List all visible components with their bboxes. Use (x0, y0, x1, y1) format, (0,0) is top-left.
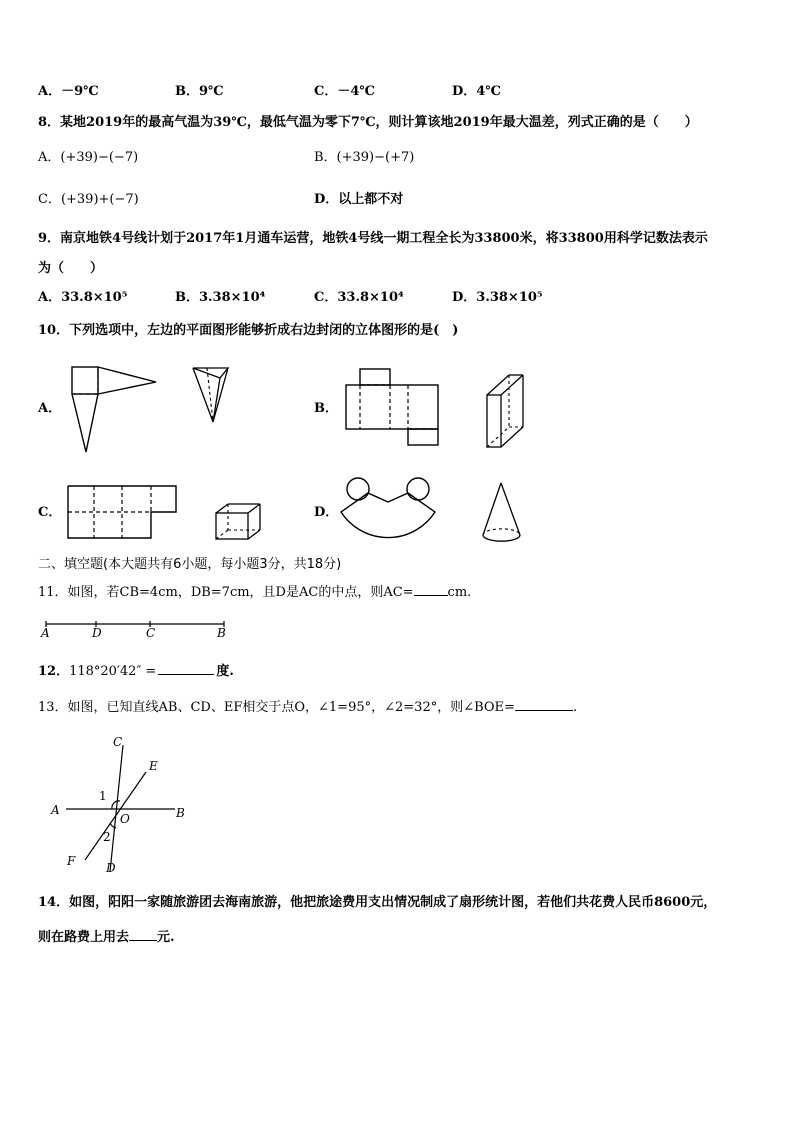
q12-unit: 度. (216, 664, 234, 679)
q10-stem: 10．下列选项中，左边的平面图形能够折成右边封闭的立体图形的是( ) (38, 323, 459, 338)
q7-option-a: A．－9℃ (38, 84, 99, 99)
q13-angle-1-label: 1 (99, 789, 107, 803)
q12-number: 12． (38, 664, 70, 679)
q11-answer-blank[interactable] (414, 583, 448, 596)
q8-stem: 8．某地2019年的最高气温为39℃，最低气温为零下7℃，则计算该地2019年最大温差，列式正确的是（ ） (38, 115, 698, 130)
q10-a-pyramid-figure (190, 364, 235, 424)
q12-stem (38, 662, 234, 680)
q13-label-d: D (106, 861, 116, 875)
q14-stem-unit: 元. (157, 930, 175, 945)
q14-stem-text: 则在路费上用去 (38, 930, 130, 945)
q9-option-b: B．3.38×10⁴ (175, 290, 266, 305)
q13-label-a: A (51, 803, 60, 817)
q13-stem-text: 13．如图，已知直线AB、CD、EF相交于点O，∠1=95°，∠2=32°，则∠BOE= (38, 700, 515, 715)
q7-option-d: D．4℃ (452, 84, 501, 99)
q13-label-c: C (113, 735, 123, 749)
q14-stem-line1: 14．如图，阳阳一家随旅游团去海南旅游，他把旅途费用支出情况制成了扇形统计图，若他们共花费人民币8600元， (38, 895, 717, 910)
q8-option-a: A．(+39)−(−7) (38, 150, 139, 165)
q13-answer-blank[interactable] (515, 698, 573, 711)
q10-b-net-figure (344, 367, 444, 449)
q11-stem (38, 583, 471, 601)
q9-option-a: A．33.8×10⁵ (38, 290, 128, 305)
q12-expression: 118°20′42″ = (69, 664, 157, 679)
q9-option-c: C．33.8×10⁴ (314, 290, 404, 305)
q10-b-prism-figure (485, 373, 530, 453)
q13-label-e: E (149, 759, 158, 773)
q13-label-b: B (176, 806, 185, 820)
q10-label-b: B． (314, 401, 338, 416)
q10-label-c: C． (38, 505, 62, 520)
q7-option-b: B．9℃ (175, 84, 224, 99)
q10-label-a: A． (38, 401, 62, 416)
q11-point-d: D (92, 626, 102, 640)
q11-segment-figure (38, 615, 238, 643)
q10-a-net-figure (60, 362, 170, 462)
q7-option-c: C．－4℃ (314, 84, 375, 99)
section-heading: 二、填空题(本大题共有6小题，每小题3分，共18分) (38, 557, 342, 572)
q11-stem-text: 11．如图，若CB=4cm，DB=7cm，且D是AC的中点，则AC= (38, 585, 414, 600)
q10-label-d: D． (314, 505, 339, 520)
q13-label-f: F (67, 854, 76, 868)
q14-stem-line2 (38, 928, 175, 946)
q13-label-o: O (120, 812, 130, 826)
q11-stem-unit: cm. (447, 585, 472, 600)
q10-c-net-figure (66, 484, 181, 542)
q10-d-cone-figure (480, 481, 525, 547)
q8-option-c: C．(+39)+(−7) (38, 192, 139, 207)
q9-option-d: D．3.38×10⁵ (452, 290, 543, 305)
q9-stem-line1: 9．南京地铁4号线计划于2017年1月通车运营，地铁4号线一期工程全长为33800米，将33800用科学记数法表示 (38, 231, 708, 246)
q11-point-b: B (217, 626, 226, 640)
q14-answer-blank[interactable] (129, 928, 157, 941)
q10-c-cube-figure (214, 502, 264, 542)
q12-answer-blank[interactable] (158, 662, 214, 675)
q11-point-c: C (146, 626, 156, 640)
q11-point-a: A (41, 626, 50, 640)
q10-d-net-figure (338, 476, 438, 544)
q8-option-d: D．以上都不对 (314, 192, 404, 207)
q13-angle-2-label: 2 (103, 830, 111, 844)
q9-stem-line2: 为（ ） (38, 261, 104, 276)
q8-option-b: B．(+39)−(+7) (314, 150, 415, 165)
q13-stem-end: . (572, 700, 578, 715)
q13-stem (38, 698, 577, 716)
